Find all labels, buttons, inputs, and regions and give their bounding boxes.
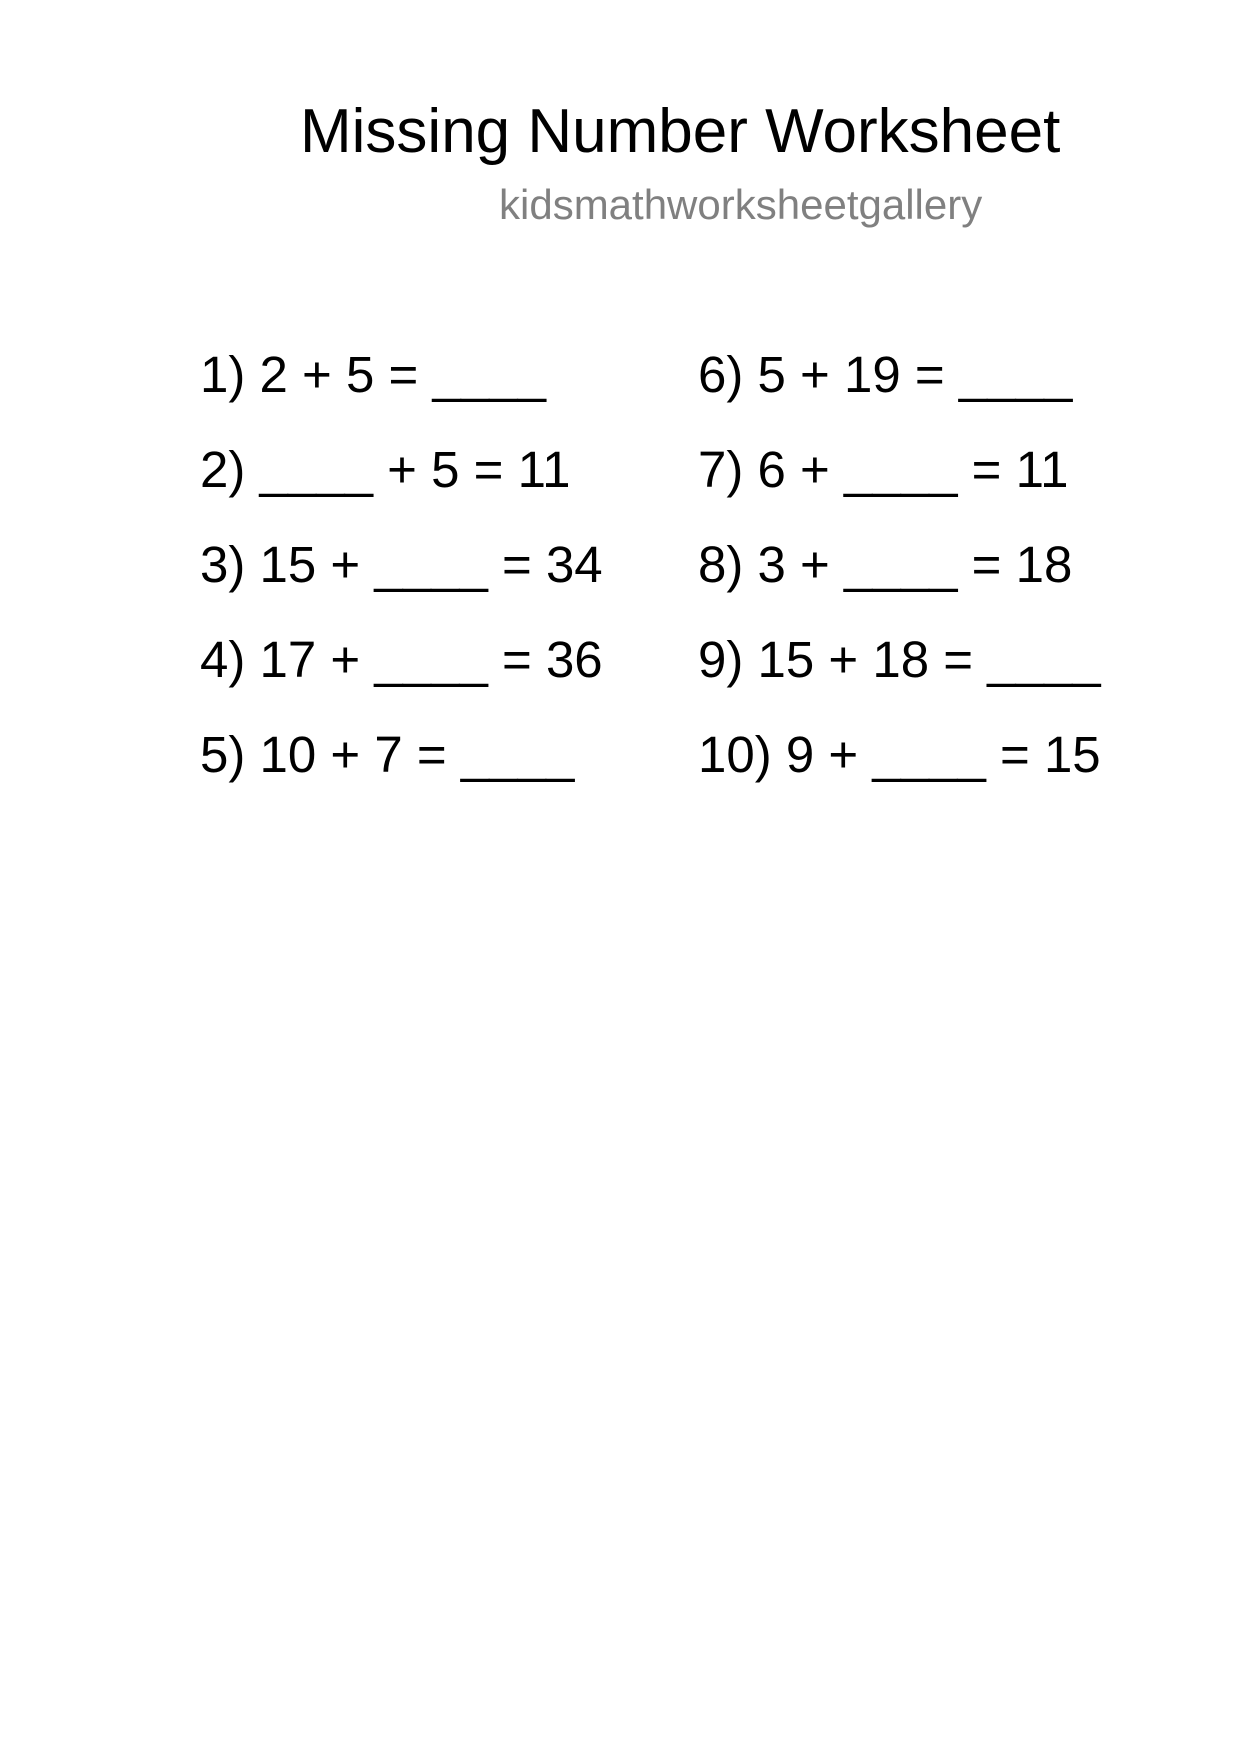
- problem-1: 1) 2 + 5 = ____: [200, 346, 546, 403]
- problem-2: 2) ____ + 5 = 11: [200, 441, 571, 498]
- problem-3: 3) 15 + ____ = 34: [200, 536, 603, 593]
- problem-6: 6) 5 + 19 = ____: [698, 346, 1073, 403]
- problem-7: 7) 6 + ____ = 11: [698, 441, 1069, 498]
- problem-10: 10) 9 + ____ = 15: [698, 726, 1101, 783]
- problem-9: 9) 15 + 18 = ____: [698, 631, 1101, 688]
- problem-4: 4) 17 + ____ = 36: [200, 631, 603, 688]
- worksheet-source: kidsmathworksheetgallery: [499, 181, 983, 228]
- problem-5: 5) 10 + 7 = ____: [200, 726, 575, 783]
- worksheet-title: Missing Number Worksheet: [300, 97, 1061, 166]
- problem-8: 8) 3 + ____ = 18: [698, 536, 1073, 593]
